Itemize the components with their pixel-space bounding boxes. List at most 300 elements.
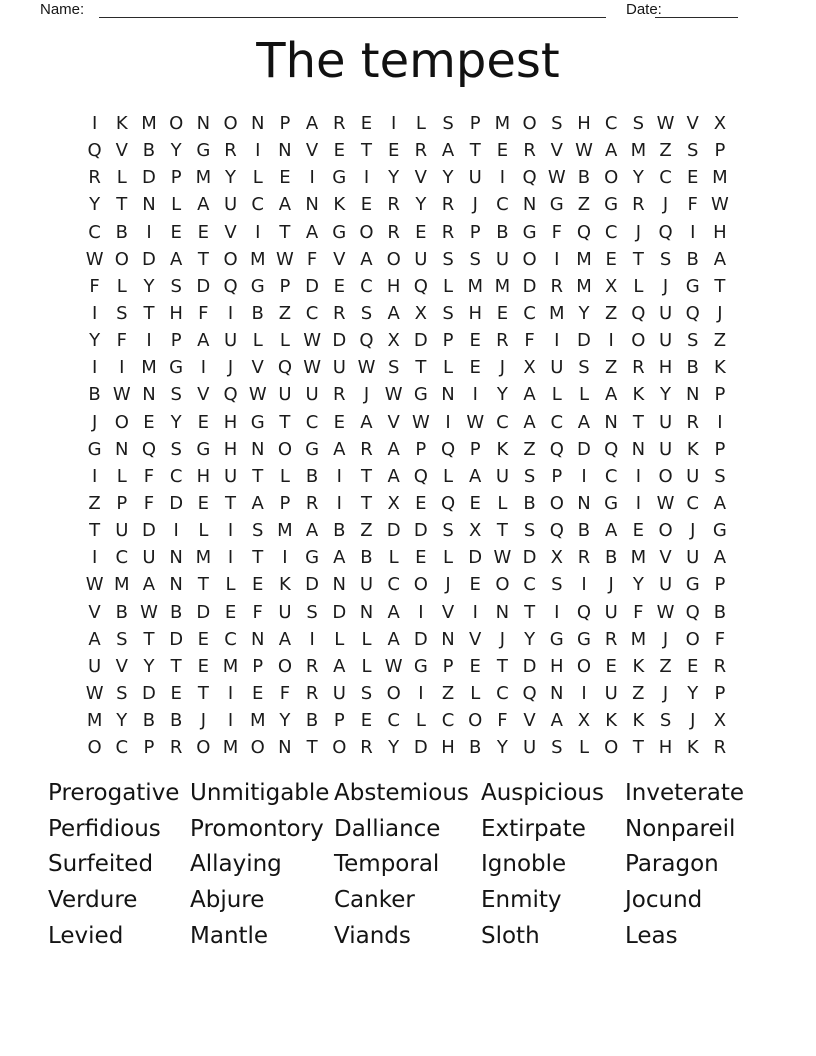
grid-letter: N — [142, 384, 156, 406]
grid-letter: O — [223, 248, 238, 270]
grid-letter: J — [635, 221, 641, 243]
grid-letter: R — [604, 628, 618, 650]
grid-letter: H — [468, 303, 482, 325]
grid-letter: U — [142, 547, 156, 569]
grid-letter: Z — [523, 438, 536, 460]
grid-letter: X — [523, 357, 536, 379]
grid-letter: Y — [170, 411, 182, 433]
grid-letter: C — [496, 194, 509, 216]
grid-letter: F — [143, 465, 155, 487]
grid-letter: P — [714, 438, 726, 460]
grid-letter: M — [576, 248, 592, 270]
grid-letter: W — [411, 411, 430, 433]
word-list-item: Perfidious — [48, 815, 161, 842]
grid-letter: U — [223, 330, 238, 352]
grid-letter: C — [496, 411, 509, 433]
grid-letter: E — [469, 493, 481, 515]
word-list-column — [334, 776, 481, 955]
grid-letter: O — [386, 683, 401, 705]
grid-letter: U — [115, 520, 129, 542]
grid-letter: G — [712, 520, 727, 542]
grid-letter: S — [469, 248, 481, 270]
grid-letter: S — [170, 384, 182, 406]
grid-letter: M — [195, 547, 212, 569]
grid-letter: B — [686, 248, 699, 270]
grid-letter: L — [633, 275, 644, 297]
grid-letter: S — [170, 275, 182, 297]
grid-letter: V — [414, 167, 427, 189]
grid-letter: I — [91, 303, 98, 325]
grid-letter: X — [469, 520, 482, 542]
grid-letter: R — [88, 167, 101, 189]
grid-letter: C — [604, 221, 618, 243]
grid-letter: R — [713, 737, 727, 759]
grid-letter: R — [550, 275, 564, 297]
grid-letter: Q — [631, 303, 646, 325]
grid-letter: I — [336, 493, 342, 515]
grid-letter: Y — [496, 737, 508, 759]
grid-letter: O — [522, 248, 537, 270]
grid-letter: I — [581, 465, 587, 487]
grid-letter: Z — [604, 303, 618, 325]
grid-letter: C — [115, 737, 129, 759]
grid-letter: Q — [141, 438, 157, 460]
grid-letter: P — [333, 710, 345, 732]
grid-letter: G — [522, 221, 537, 243]
grid-letter: H — [441, 737, 455, 759]
grid-letter: J — [608, 574, 614, 596]
grid-letter: W — [85, 248, 104, 270]
grid-letter: Y — [225, 167, 237, 189]
grid-letter: B — [686, 357, 699, 379]
grid-letter: T — [496, 655, 508, 677]
grid-letter: M — [630, 628, 647, 650]
grid-letter: Q — [440, 438, 456, 460]
grid-letter: E — [333, 411, 345, 433]
grid-letter: B — [251, 303, 264, 325]
grid-letter: S — [442, 113, 454, 135]
grid-letter: H — [577, 113, 591, 135]
grid-letter: J — [662, 275, 669, 297]
grid-letter: S — [659, 710, 672, 732]
grid-letter: I — [91, 547, 98, 569]
grid-letter: C — [523, 574, 536, 596]
grid-letter: J — [363, 384, 370, 406]
grid-letter: F — [497, 710, 508, 732]
grid-letter: G — [87, 438, 102, 460]
grid-letter: B — [88, 384, 101, 406]
grid-letter: A — [169, 248, 183, 270]
grid-letter: E — [252, 683, 264, 705]
grid-letter: T — [279, 411, 291, 433]
grid-letter: I — [309, 628, 315, 650]
grid-letter: A — [577, 411, 591, 433]
grid-letter: W — [85, 574, 104, 596]
grid-letter: U — [332, 683, 346, 705]
grid-letter: P — [143, 737, 155, 759]
grid-letter: V — [224, 221, 237, 243]
grid-letter: G — [332, 167, 347, 189]
grid-letter: N — [359, 601, 374, 623]
grid-letter: G — [250, 411, 265, 433]
word-list-item: Viands — [334, 922, 411, 949]
grid-letter: Y — [496, 384, 508, 406]
grid-letter: M — [222, 655, 239, 677]
grid-letter: O — [359, 221, 374, 243]
word-list-column — [190, 776, 334, 955]
grid-letter: A — [387, 438, 400, 460]
grid-letter: J — [662, 194, 669, 216]
word-search-grid — [81, 110, 734, 761]
word-list-item: Enmity — [481, 887, 562, 914]
grid-letter: Y — [116, 710, 128, 732]
word-list-column — [481, 776, 625, 955]
grid-letter: L — [415, 710, 426, 732]
grid-letter: A — [387, 628, 400, 650]
grid-letter: R — [169, 737, 183, 759]
puzzle-title: The tempest — [256, 33, 560, 89]
grid-letter: M — [494, 275, 511, 297]
grid-letter: V — [197, 384, 210, 406]
word-list-item: Levied — [48, 922, 124, 949]
grid-letter: S — [306, 601, 318, 623]
grid-letter: Y — [442, 167, 454, 189]
grid-letter: T — [632, 411, 644, 433]
grid-letter: I — [282, 547, 288, 569]
grid-letter: I — [227, 303, 234, 325]
grid-letter: C — [550, 411, 564, 433]
grid-letter: G — [685, 574, 700, 596]
grid-letter: B — [604, 547, 618, 569]
grid-letter: I — [336, 465, 342, 487]
grid-letter: U — [223, 465, 238, 487]
grid-letter: G — [604, 194, 619, 216]
grid-letter: E — [170, 683, 182, 705]
grid-letter: R — [496, 330, 509, 352]
grid-letter: E — [197, 493, 210, 515]
grid-letter: T — [714, 275, 726, 297]
grid-letter: Q — [440, 493, 456, 515]
grid-letter: R — [360, 737, 373, 759]
grid-letter: E — [415, 547, 427, 569]
grid-letter: Q — [223, 384, 238, 406]
word-list-item: Unmitigable — [190, 780, 330, 806]
grid-letter: B — [142, 140, 156, 162]
grid-letter: V — [305, 140, 319, 162]
grid-letter: Y — [279, 710, 291, 732]
grid-letter: S — [252, 520, 264, 542]
word-list-item: Allaying — [190, 851, 282, 878]
grid-letter: U — [604, 683, 618, 705]
grid-letter: B — [713, 601, 727, 623]
grid-letter: I — [173, 520, 179, 542]
grid-letter: I — [581, 574, 587, 596]
word-list-item: Surfeited — [48, 851, 154, 878]
grid-letter: O — [223, 113, 238, 135]
grid-letter: E — [197, 411, 210, 433]
grid-letter: Z — [659, 655, 672, 677]
grid-letter: U — [658, 303, 673, 325]
grid-letter: T — [252, 465, 264, 487]
grid-letter: X — [414, 303, 428, 325]
grid-letter: G — [576, 628, 591, 650]
grid-letter: U — [305, 384, 319, 406]
grid-letter: O — [576, 655, 592, 677]
grid-letter: A — [333, 438, 346, 460]
grid-letter: Q — [685, 303, 700, 325]
grid-letter: W — [384, 655, 403, 677]
grid-letter: J — [690, 710, 696, 732]
grid-letter: I — [472, 601, 478, 623]
grid-letter: N — [250, 438, 265, 460]
grid-letter: X — [713, 710, 727, 732]
grid-letter: Y — [143, 655, 155, 677]
grid-letter: D — [305, 275, 320, 297]
grid-letter: P — [469, 221, 481, 243]
grid-letter: O — [522, 113, 537, 135]
grid-letter: F — [252, 601, 263, 623]
grid-letter: A — [360, 248, 373, 270]
grid-letter: K — [279, 574, 291, 596]
grid-letter: E — [469, 330, 481, 352]
grid-letter: E — [605, 655, 617, 677]
grid-letter: T — [197, 248, 209, 270]
grid-letter: U — [278, 601, 292, 623]
grid-letter: F — [633, 601, 644, 623]
grid-letter: N — [142, 194, 156, 216]
grid-letter: L — [578, 384, 589, 406]
grid-letter: D — [413, 520, 428, 542]
grid-letter: A — [441, 140, 455, 162]
grid-letter: C — [387, 574, 400, 596]
grid-letter: B — [305, 465, 319, 487]
grid-letter: S — [442, 303, 454, 325]
grid-letter: O — [604, 167, 619, 189]
grid-letter: Y — [660, 384, 672, 406]
word-list-item: Ignoble — [481, 851, 567, 878]
grid-letter: M — [277, 520, 293, 542]
grid-letter: D — [142, 248, 156, 270]
grid-letter: B — [333, 520, 346, 542]
grid-letter: H — [196, 465, 211, 487]
grid-letter: E — [496, 140, 509, 162]
grid-letter: T — [89, 520, 101, 542]
grid-letter: B — [169, 601, 183, 623]
grid-letter: Q — [223, 275, 238, 297]
grid-letter: O — [277, 655, 292, 677]
grid-letter: F — [714, 628, 726, 650]
grid-letter: P — [116, 493, 128, 515]
grid-letter: E — [333, 275, 345, 297]
grid-letter: C — [251, 194, 264, 216]
grid-letter: O — [386, 248, 401, 270]
grid-letter: E — [387, 140, 400, 162]
grid-letter: R — [713, 655, 727, 677]
grid-letter: E — [469, 357, 481, 379]
grid-letter: J — [717, 303, 723, 325]
grid-letter: P — [714, 574, 726, 596]
grid-letter: E — [632, 520, 645, 542]
grid-letter: N — [332, 574, 347, 596]
grid-letter: E — [687, 655, 699, 677]
grid-letter: F — [279, 683, 291, 705]
grid-letter: Q — [277, 357, 292, 379]
grid-letter: T — [632, 737, 644, 759]
grid-letter: K — [686, 438, 699, 460]
grid-letter: G — [604, 493, 619, 515]
grid-letter: R — [333, 384, 346, 406]
grid-letter: N — [305, 194, 319, 216]
grid-letter: V — [251, 357, 264, 379]
grid-letter: B — [496, 221, 509, 243]
name-label: Name: — [40, 1, 85, 18]
grid-letter: R — [305, 493, 319, 515]
grid-letter: U — [495, 248, 509, 270]
grid-letter: J — [499, 628, 506, 650]
grid-letter: I — [418, 601, 424, 623]
grid-letter: Y — [415, 194, 427, 216]
grid-letter: R — [577, 547, 591, 569]
grid-letter: X — [577, 710, 591, 732]
grid-letter: A — [387, 303, 400, 325]
grid-letter: X — [604, 275, 618, 297]
grid-letter: Z — [659, 140, 672, 162]
grid-letter: F — [198, 303, 209, 325]
grid-letter: H — [658, 357, 673, 379]
grid-letter: I — [635, 493, 641, 515]
grid-letter: C — [441, 710, 455, 732]
grid-letter: T — [469, 140, 481, 162]
grid-letter: X — [550, 547, 563, 569]
grid-letter: C — [305, 303, 319, 325]
grid-letter: L — [470, 683, 481, 705]
grid-letter: A — [523, 384, 536, 406]
grid-letter: V — [469, 628, 482, 650]
grid-letter: S — [116, 628, 128, 650]
grid-letter: S — [116, 683, 128, 705]
grid-letter: K — [632, 710, 645, 732]
grid-letter: K — [632, 655, 645, 677]
grid-letter: D — [468, 547, 483, 569]
grid-letter: A — [278, 194, 292, 216]
grid-letter: T — [360, 465, 372, 487]
grid-letter: S — [659, 248, 672, 270]
grid-letter: L — [225, 574, 236, 596]
grid-letter: T — [197, 683, 209, 705]
grid-letter: N — [441, 628, 455, 650]
word-list-item: Sloth — [481, 922, 540, 949]
grid-letter: V — [523, 710, 536, 732]
grid-letter: R — [632, 357, 645, 379]
grid-letter: A — [604, 520, 618, 542]
grid-letter: Q — [359, 330, 374, 352]
grid-letter: C — [686, 493, 699, 515]
grid-letter: C — [360, 275, 373, 297]
word-list-item: Extirpate — [481, 815, 586, 842]
grid-letter: Y — [170, 140, 182, 162]
grid-letter: H — [713, 221, 727, 243]
grid-letter: W — [112, 384, 131, 406]
grid-letter: E — [469, 574, 481, 596]
grid-letter: E — [143, 411, 155, 433]
grid-letter: O — [685, 628, 700, 650]
word-list-item: Mantle — [190, 922, 269, 949]
grid-letter: X — [387, 493, 400, 515]
grid-letter: E — [252, 574, 264, 596]
grid-letter: Y — [388, 737, 400, 759]
grid-letter: I — [445, 411, 451, 433]
grid-letter: Y — [524, 628, 536, 650]
grid-letter: I — [363, 167, 370, 189]
grid-letter: F — [524, 330, 535, 352]
grid-letter: Z — [713, 330, 727, 352]
grid-letter: U — [686, 547, 700, 569]
grid-letter: X — [713, 113, 727, 135]
grid-letter: J — [91, 411, 98, 433]
grid-letter: S — [387, 357, 400, 379]
grid-letter: A — [333, 547, 346, 569]
grid-letter: I — [119, 357, 125, 379]
grid-letter: E — [360, 113, 373, 135]
grid-letter: A — [604, 140, 618, 162]
grid-letter: Q — [522, 167, 537, 189]
grid-letter: T — [252, 547, 264, 569]
grid-letter: P — [714, 140, 726, 162]
grid-letter: N — [115, 438, 129, 460]
grid-letter: D — [305, 574, 320, 596]
grid-letter: W — [303, 330, 321, 352]
grid-letter: M — [467, 275, 483, 297]
grid-letter: A — [305, 113, 319, 135]
grid-letter: B — [142, 710, 156, 732]
grid-letter: Q — [576, 601, 592, 623]
grid-letter: A — [88, 628, 101, 650]
grid-letter: G — [196, 438, 211, 460]
grid-letter: K — [632, 384, 645, 406]
grid-letter: I — [554, 601, 560, 623]
grid-letter: I — [499, 167, 506, 189]
grid-letter: B — [169, 710, 183, 732]
grid-letter: V — [115, 655, 128, 677]
grid-letter: L — [116, 167, 127, 189]
grid-letter: R — [360, 438, 373, 460]
grid-letter: S — [116, 303, 128, 325]
grid-letter: S — [360, 683, 373, 705]
grid-letter: C — [496, 683, 509, 705]
grid-letter: D — [142, 520, 156, 542]
grid-letter: N — [685, 384, 700, 406]
grid-letter: A — [713, 493, 727, 515]
grid-letter: L — [116, 275, 127, 297]
grid-letter: Z — [577, 194, 591, 216]
grid-letter: E — [687, 167, 699, 189]
grid-letter: L — [443, 357, 454, 379]
grid-letter: U — [468, 167, 482, 189]
grid-letter: F — [687, 194, 698, 216]
grid-letter: Q — [604, 438, 619, 460]
grid-letter: M — [549, 303, 565, 325]
grid-letter: G — [685, 275, 700, 297]
grid-letter: L — [497, 493, 508, 515]
grid-letter: S — [551, 737, 563, 759]
grid-letter: F — [89, 275, 100, 297]
grid-letter: D — [196, 275, 211, 297]
grid-letter: I — [91, 465, 98, 487]
grid-letter: M — [576, 275, 592, 297]
grid-letter: U — [359, 574, 374, 596]
grid-letter: F — [306, 248, 318, 270]
grid-letter: C — [115, 547, 129, 569]
